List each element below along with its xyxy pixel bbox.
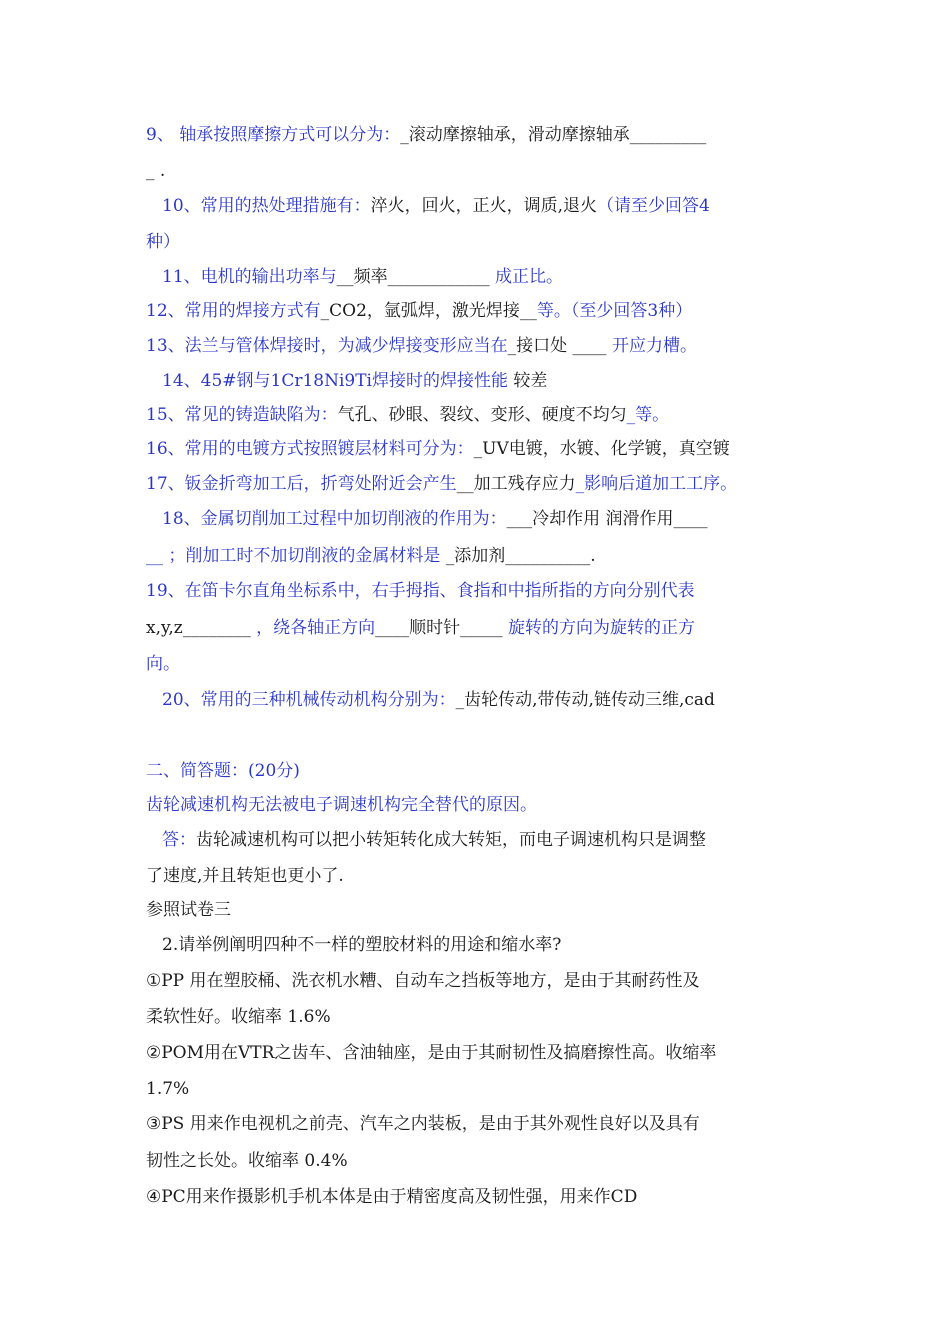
text-line: [162, 688, 715, 712]
text-span: 9、 轴承按照摩擦方式可以分为：: [146, 125, 401, 145]
text-span: ，绕各轴正方向: [250, 618, 376, 638]
text-span: 等。（至少回答3种）: [536, 301, 693, 321]
text-line: [146, 793, 537, 817]
text-line: [146, 1149, 348, 1173]
text-line: [146, 403, 669, 427]
text-span: 14、45#钢与1Cr18Ni9Ti焊接时的焊接性能: [162, 371, 508, 391]
text-span: 11、电机的输出功率与: [162, 267, 337, 287]
text-span: _影响后道加工工序。: [575, 474, 738, 494]
text-line: [146, 1005, 331, 1029]
text-line: [162, 194, 710, 218]
text-span: ____顺时针_____: [375, 618, 503, 638]
text-span: 17、钣金折弯加工后，折弯处附近会产生: [146, 474, 457, 494]
text-line: [146, 230, 180, 254]
text-span: 了速度,并且转矩也更小了.: [146, 866, 344, 886]
text-span: __ ；削加工时不加切削液的金属材料是: [146, 546, 441, 566]
text-span: _滚动摩擦轴承，滑动摩擦轴承_________: [400, 125, 707, 145]
text-line: [146, 1112, 700, 1136]
text-span: 答：: [162, 830, 196, 850]
text-span: 20、常用的三种机械传动机构分别为：: [162, 690, 456, 710]
text-line: [146, 652, 180, 676]
text-span: 韧性之长处。收缩率 0.4%: [146, 1151, 348, 1171]
text-span: 开应力槽。: [606, 336, 697, 356]
text-span: _齿轮传动,带传动,链传动三维,cad: [455, 690, 715, 710]
text-line: [146, 299, 692, 323]
text-span: 18、金属切削加工过程中加切削液的作用为：: [162, 509, 507, 529]
text-span: ③PS 用来作电视机之前壳、汽车之内装板，是由于其外观性良好以及具有: [146, 1114, 700, 1134]
text-line: [146, 334, 697, 358]
text-span: _添加剂__________.: [440, 546, 596, 566]
text-line: [162, 828, 706, 852]
text-span: 二、简答题：(20分): [146, 761, 300, 781]
text-span: 向。: [146, 654, 180, 674]
text-span: ①PP 用在塑胶桶、洗衣机水糟、自动车之挡板等地方，是由于其耐药性及: [146, 971, 700, 991]
text-line: [162, 369, 547, 393]
text-span: 10、常用的热处理措施有：: [162, 196, 371, 216]
text-line: [146, 123, 706, 147]
text-line: [146, 1185, 637, 1209]
text-span: 参照试卷三: [146, 900, 231, 920]
text-span: 成正比。: [489, 267, 564, 287]
text-span: 柔软性好。收缩率 1.6%: [146, 1007, 331, 1027]
text-line: [146, 437, 730, 461]
text-span: 旋转的方向为旋转的正方: [502, 618, 696, 638]
text-line: [162, 507, 708, 531]
text-line: [146, 864, 344, 888]
text-span: 淬火，回火，正火，调质,退火: [370, 196, 598, 216]
text-span: 19、在笛卡尔直角坐标系中，右手拇指、食指和中指所指的方向分别代表: [146, 581, 695, 601]
text-span: 2.请举例阐明四种不一样的塑胶材料的用途和缩水率?: [162, 935, 562, 955]
text-span: _接口处 ____: [507, 336, 607, 356]
text-line: [146, 159, 165, 183]
text-span: 1.7%: [146, 1079, 190, 1099]
text-span: __加工残存应力: [456, 474, 576, 494]
text-line: [146, 579, 695, 603]
text-line: [162, 265, 563, 289]
text-line: [162, 933, 561, 957]
text-line: [146, 898, 231, 922]
text-span: x,y,z________: [146, 618, 251, 638]
text-span: ___冷却作用 润滑作用____: [506, 509, 708, 529]
text-span: 较差: [508, 371, 548, 391]
text-line: [146, 969, 700, 993]
text-span: _UV电镀，水镀、化学镀，真空镀: [473, 439, 730, 459]
text-span: 15、常见的铸造缺陷为：: [146, 405, 338, 425]
text-span: 种）: [146, 232, 180, 252]
text-span: __频率____________: [336, 267, 490, 287]
text-span: ②POM用在VTR之齿车、含油轴座，是由于其耐韧性及搞磨擦性高。收缩率: [146, 1043, 717, 1063]
text-span: _CO2，氩弧焊，激光焊接__: [320, 301, 537, 321]
text-line: [146, 759, 300, 783]
text-span: 齿轮减速机构可以把小转矩转化成大转矩，而电子调速机构只是调整: [196, 830, 706, 850]
text-line: [146, 544, 596, 568]
text-span: 12、常用的焊接方式有: [146, 301, 321, 321]
text-span: 气孔、砂眼、裂纹、变形、硬度不均匀: [337, 405, 627, 425]
text-span: _等。: [626, 405, 670, 425]
text-line: [146, 472, 737, 496]
text-line: [146, 616, 695, 640]
text-span: 13、法兰与管体焊接时，为减少焊接变形应当在: [146, 336, 508, 356]
text-span: _ .: [146, 161, 166, 181]
text-line: [146, 1041, 716, 1065]
text-span: ④PC用来作摄影机手机本体是由于精密度高及韧性强，用来作CD: [146, 1187, 638, 1207]
text-span: 齿轮减速机构无法被电子调速机构完全替代的原因。: [146, 795, 537, 815]
text-span: （请至少回答4: [597, 196, 710, 216]
text-span: 16、常用的电镀方式按照镀层材料可分为：: [146, 439, 474, 459]
text-line: [146, 1077, 189, 1101]
